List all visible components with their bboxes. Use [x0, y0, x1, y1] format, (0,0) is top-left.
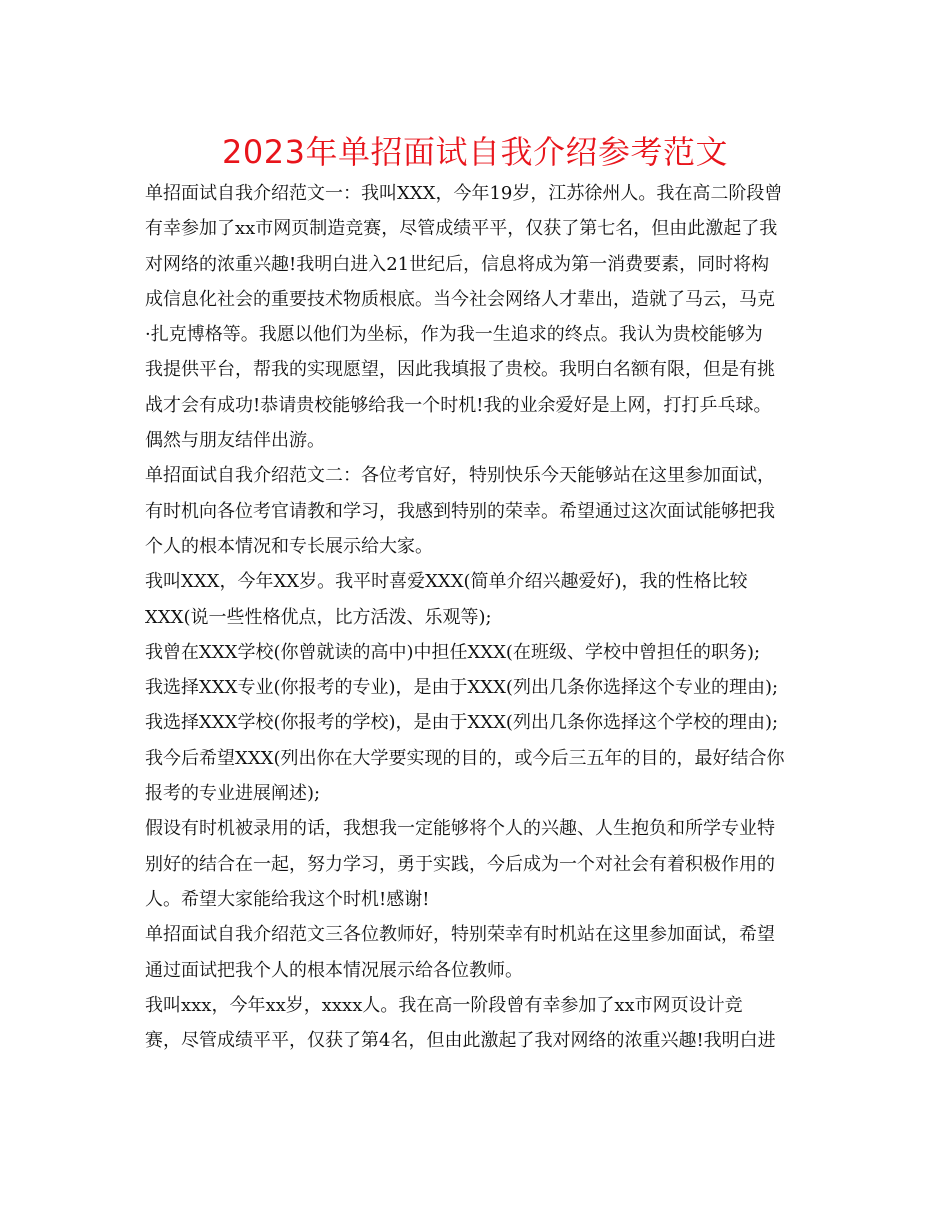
text-line: 我选择XXX专业(你报考的专业)，是由于XXX(列出几条你选择这个专业的理由); [145, 677, 779, 699]
text-line: 人。希望大家能给我这个时机!感谢! [145, 888, 430, 910]
document-body [145, 176, 815, 1058]
text-line: 报考的专业进展阐述); [145, 783, 321, 805]
text-line: 偶然与朋友结伴出游。 [145, 430, 325, 452]
text-line: 假设有时机被录用的话，我想我一定能够将个人的兴趣、人生抱负和所学专业特 [145, 818, 775, 840]
text-line: 我选择XXX学校(你报考的学校)，是由于XXX(列出几条你选择这个学校的理由); [145, 712, 779, 734]
text-line: 战才会有成功!恭请贵校能够给我一个时机!我的业余爱好是上网，打打乒乓球。 [145, 394, 772, 416]
text-line: 单招面试自我介绍范文二：各位考官好，特别快乐今天能够站在这里参加面试， [145, 465, 775, 487]
text-line: 我叫XXX，今年XX岁。我平时喜爱XXX(简单介绍兴趣爱好)，我的性格比较 [145, 571, 748, 593]
text-line: 赛，尽管成绩平平，仅获了第4名，但由此激起了我对网络的浓重兴趣!我明白进 [145, 1030, 776, 1052]
text-line: 成信息化社会的重要技术物质根底。当今社会网络人才辈出，造就了马云，马克 [145, 288, 775, 310]
text-line: 我曾在XXX学校(你曾就读的高中)中担任XXX(在班级、学校中曾担任的职务); [145, 641, 761, 663]
text-line: 别好的结合在一起，努力学习，勇于实践，今后成为一个对社会有着积极作用的 [145, 853, 775, 875]
text-line: 个人的根本情况和专长展示给大家。 [145, 535, 433, 557]
text-line: 有时机向各位考官请教和学习，我感到特别的荣幸。希望通过这次面试能够把我 [145, 500, 775, 522]
text-line: 我叫xxx，今年xx岁，xxxx人。我在高一阶段曾有幸参加了xx市网页设计竞 [145, 994, 743, 1016]
text-line: 有幸参加了xx市网页制造竞赛，尽管成绩平平，仅获了第七名，但由此激起了我 [145, 218, 778, 240]
text-line: XXX(说一些性格优点，比方活泼、乐观等); [145, 606, 492, 628]
text-line: 通过面试把我个人的根本情况展示给各位教师。 [145, 959, 523, 981]
text-line: 我提供平台，帮我的实现愿望，因此我填报了贵校。我明白名额有限，但是有挑 [145, 359, 775, 381]
text-line: 单招面试自我介绍范文一：我叫XXX，今年19岁，江苏徐州人。我在高二阶段曾 [145, 183, 783, 204]
text-line: 对网络的浓重兴趣!我明白进入21世纪后，信息将成为第一消费要素，同时将构 [145, 253, 770, 275]
text-line: 单招面试自我介绍范文三各位教师好，特别荣幸有时机站在这里参加面试，希望 [145, 924, 775, 946]
text-line: ·扎克博格等。我愿以他们为坐标，作为我一生追求的终点。我认为贵校能够为 [145, 324, 763, 346]
text-line: 我今后希望XXX(列出你在大学要实现的目的，或今后三五年的目的，最好结合你 [145, 747, 785, 769]
document-title: 2023年单招面试自我介绍参考范文 [222, 133, 728, 171]
